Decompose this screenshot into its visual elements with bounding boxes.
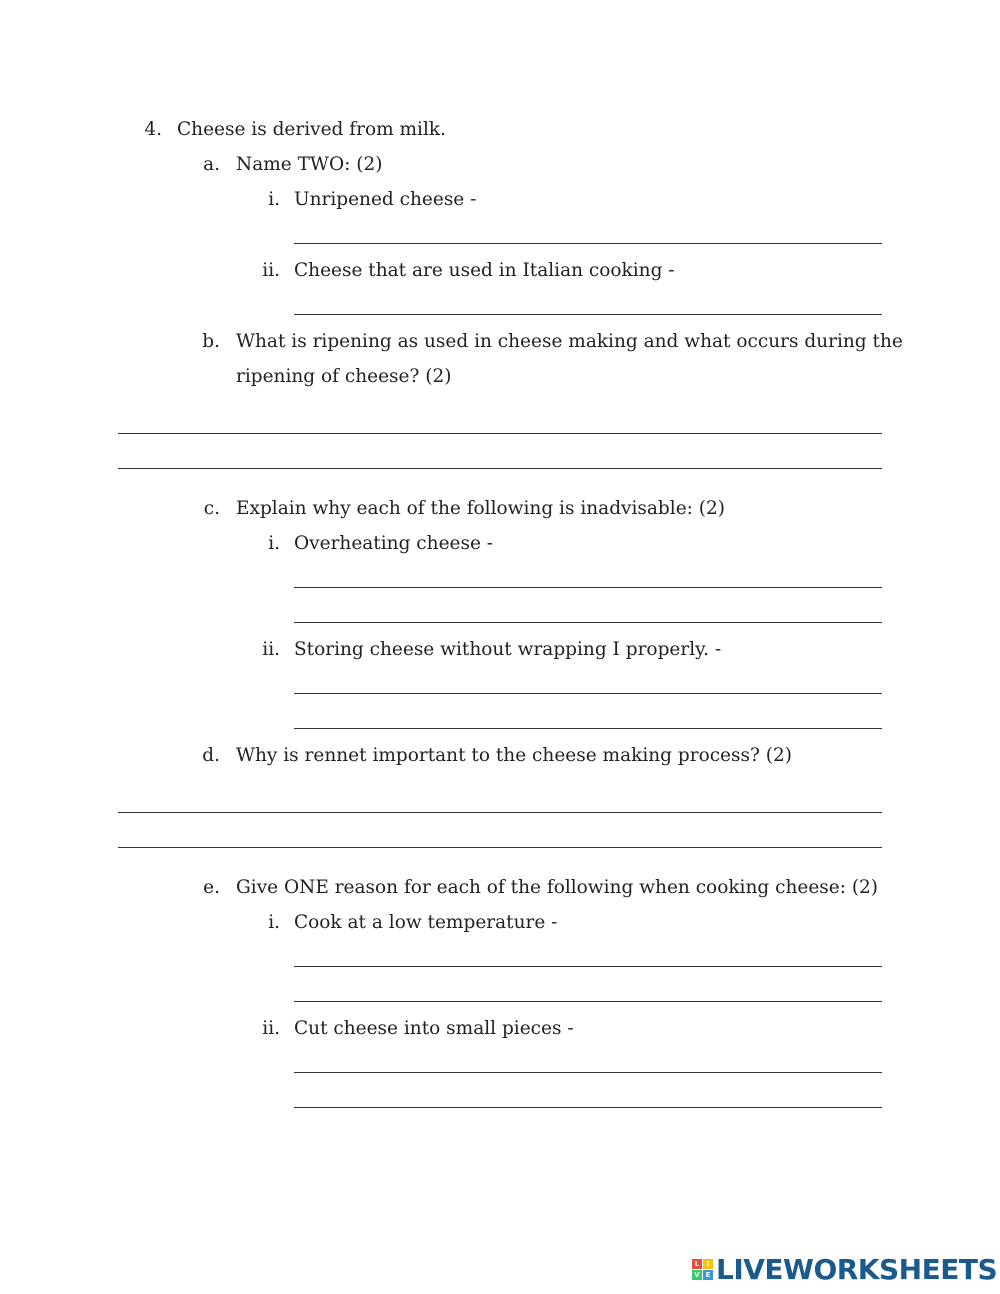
answer-line[interactable] — [118, 812, 882, 813]
answer-line[interactable] — [118, 847, 882, 848]
part-b-text-line-1: What is ripening as used in cheese making and what occurs during the — [236, 331, 903, 352]
part-a-item-1-text: Unripened cheese - — [294, 189, 477, 210]
part-a-text: Name TWO: (2) — [236, 154, 383, 175]
answer-line[interactable] — [294, 728, 882, 729]
part-c-text: Explain why each of the following is inadvisable: (2) — [236, 498, 725, 519]
part-e-item-2-label: ii. — [262, 1018, 280, 1039]
question-number: 4. — [144, 119, 162, 140]
answer-line[interactable] — [294, 966, 882, 967]
answer-line[interactable] — [118, 433, 882, 434]
part-e-item-2-text: Cut cheese into small pieces - — [294, 1018, 574, 1039]
logo-mark-letter: I — [703, 1259, 713, 1269]
part-a-label: a. — [203, 154, 220, 175]
question-text: Cheese is derived from milk. — [177, 119, 446, 140]
answer-line[interactable] — [294, 622, 882, 623]
logo-mark-letter: V — [692, 1270, 702, 1280]
answer-line[interactable] — [118, 468, 882, 469]
logo-mark-icon — [692, 1259, 713, 1280]
answer-line[interactable] — [294, 693, 882, 694]
part-b-text-line-2: ripening of cheese? (2) — [236, 366, 452, 387]
answer-line[interactable] — [294, 1107, 882, 1108]
part-e-text: Give ONE reason for each of the following when cooking cheese: (2) — [236, 877, 879, 898]
answer-line[interactable] — [294, 1072, 882, 1073]
part-c-item-1-text: Overheating cheese - — [294, 533, 494, 554]
part-d-label: d. — [202, 745, 220, 766]
part-a-item-2-text: Cheese that are used in Italian cooking - — [294, 260, 675, 281]
logo-text: LIVEWORKSHEETS — [716, 1252, 998, 1286]
part-c-item-2-text: Storing cheese without wrapping I properly. - — [294, 639, 722, 660]
part-e-label: e. — [203, 877, 220, 898]
answer-line[interactable] — [294, 587, 882, 588]
part-a-item-2-label: ii. — [262, 260, 280, 281]
part-c-label: c. — [203, 498, 220, 519]
part-c-item-2-label: ii. — [262, 639, 280, 660]
liveworksheets-logo — [692, 1252, 997, 1286]
logo-mark-letter: L — [692, 1259, 702, 1269]
part-e-item-1-label: i. — [268, 912, 280, 933]
part-a-item-1-label: i. — [268, 189, 280, 210]
part-b-label: b. — [202, 331, 220, 352]
part-e-item-1-text: Cook at a low temperature - — [294, 912, 558, 933]
part-c-item-1-label: i. — [268, 533, 280, 554]
answer-line[interactable] — [294, 243, 882, 244]
part-d-text: Why is rennet important to the cheese making process? (2) — [236, 745, 793, 766]
answer-line[interactable] — [294, 314, 882, 315]
answer-line[interactable] — [294, 1001, 882, 1002]
logo-mark-letter: E — [703, 1270, 713, 1280]
